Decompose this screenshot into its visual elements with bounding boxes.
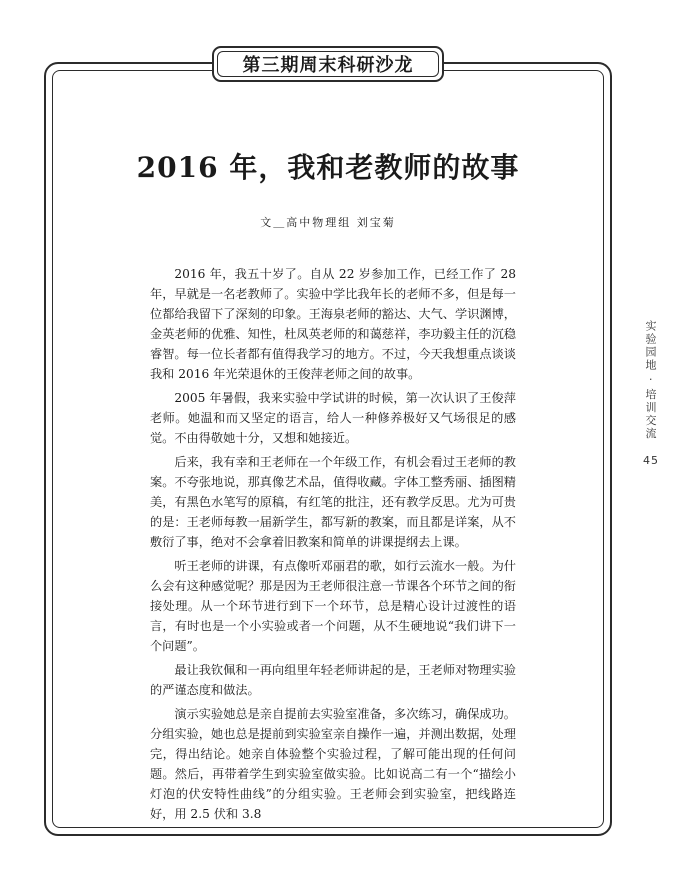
article-title: 2016 年，我和老教师的故事 [136,151,520,184]
paragraph: 演示实验她总是亲自提前去实验室准备，多次练习，确保成功。分组实验，她也总是提前到实验室亲自操作一遍，并测出数据，处理完，得出结论。她亲自体验整个实验过程，了解可能出现的任何问题。然后，再带着学生到实验室做实验。比如说高二有一个“描绘小灯泡的伏安特性曲线”的分组实验。王老师会到实验室，把线路连好，用 2.5 伏和 3.8 [150,707,516,821]
header-badge [212,46,444,82]
paragraph: 2005 年暑假，我来实验中学试讲的时候，第一次认识了王俊萍老师。她温和而又坚定的语言，给人一种修养极好又气场很足的感觉。不由得敬她十分，又想和她接近。 [150,391,516,445]
header-badge-text: 第三期周末科研沙龙 [217,51,439,77]
paragraph: 听王老师的讲课，有点像听邓丽君的歌，如行云流水一般。为什么会有这种感觉呢？那是因为王老师很注意一节课各个环节之间的衔接处理。从一个环节进行到下一个环节，总是精心设计过渡性的语言，有时也是一个小实验或者一个问题，从不生硬地说“我们讲下一个问题”。 [150,559,516,653]
paragraph: 最让我钦佩和一再向组里年轻老师讲起的是，王老师对物理实验的严谨态度和做法。 [150,663,516,697]
article-body [150,264,516,828]
paragraph: 2016 年，我五十岁了。自从 22 岁参加工作，已经工作了 28 年，早就是一名老教师了。实验中学比我年长的老师不多，但是每一位都给我留下了深刻的印象。王海泉老师的豁达、大气、学识渊博，金英老师的优雅、知性，杜凤英老师的和蔼慈祥，李功毅主任的沉稳睿智。每一位长者都有值得我学习的地方。不过，今天我想重点谈谈我和 2016 年光荣退休的王俊萍老师之间的故事。 [150,267,516,381]
paragraph: 后来，我有幸和王老师在一个年级工作，有机会看过王老师的教案。不夸张地说，那真像艺术品，值得收藏。字体工整秀丽、插图精美，有黑色水笔写的原稿，有红笔的批注，还有教学反思。尤为可贵的是：王老师每教一届新学生，都写新的教案，而且都是详案，从不敷衍了事，绝对不会拿着旧教案和简单的讲课提纲去上课。 [150,455,516,549]
section-side-label: 实验园地 · 培训交流 [644,320,657,441]
article-byline: 文＿高中物理组 刘宝菊 [260,216,396,229]
page-number: 45 [643,454,659,467]
